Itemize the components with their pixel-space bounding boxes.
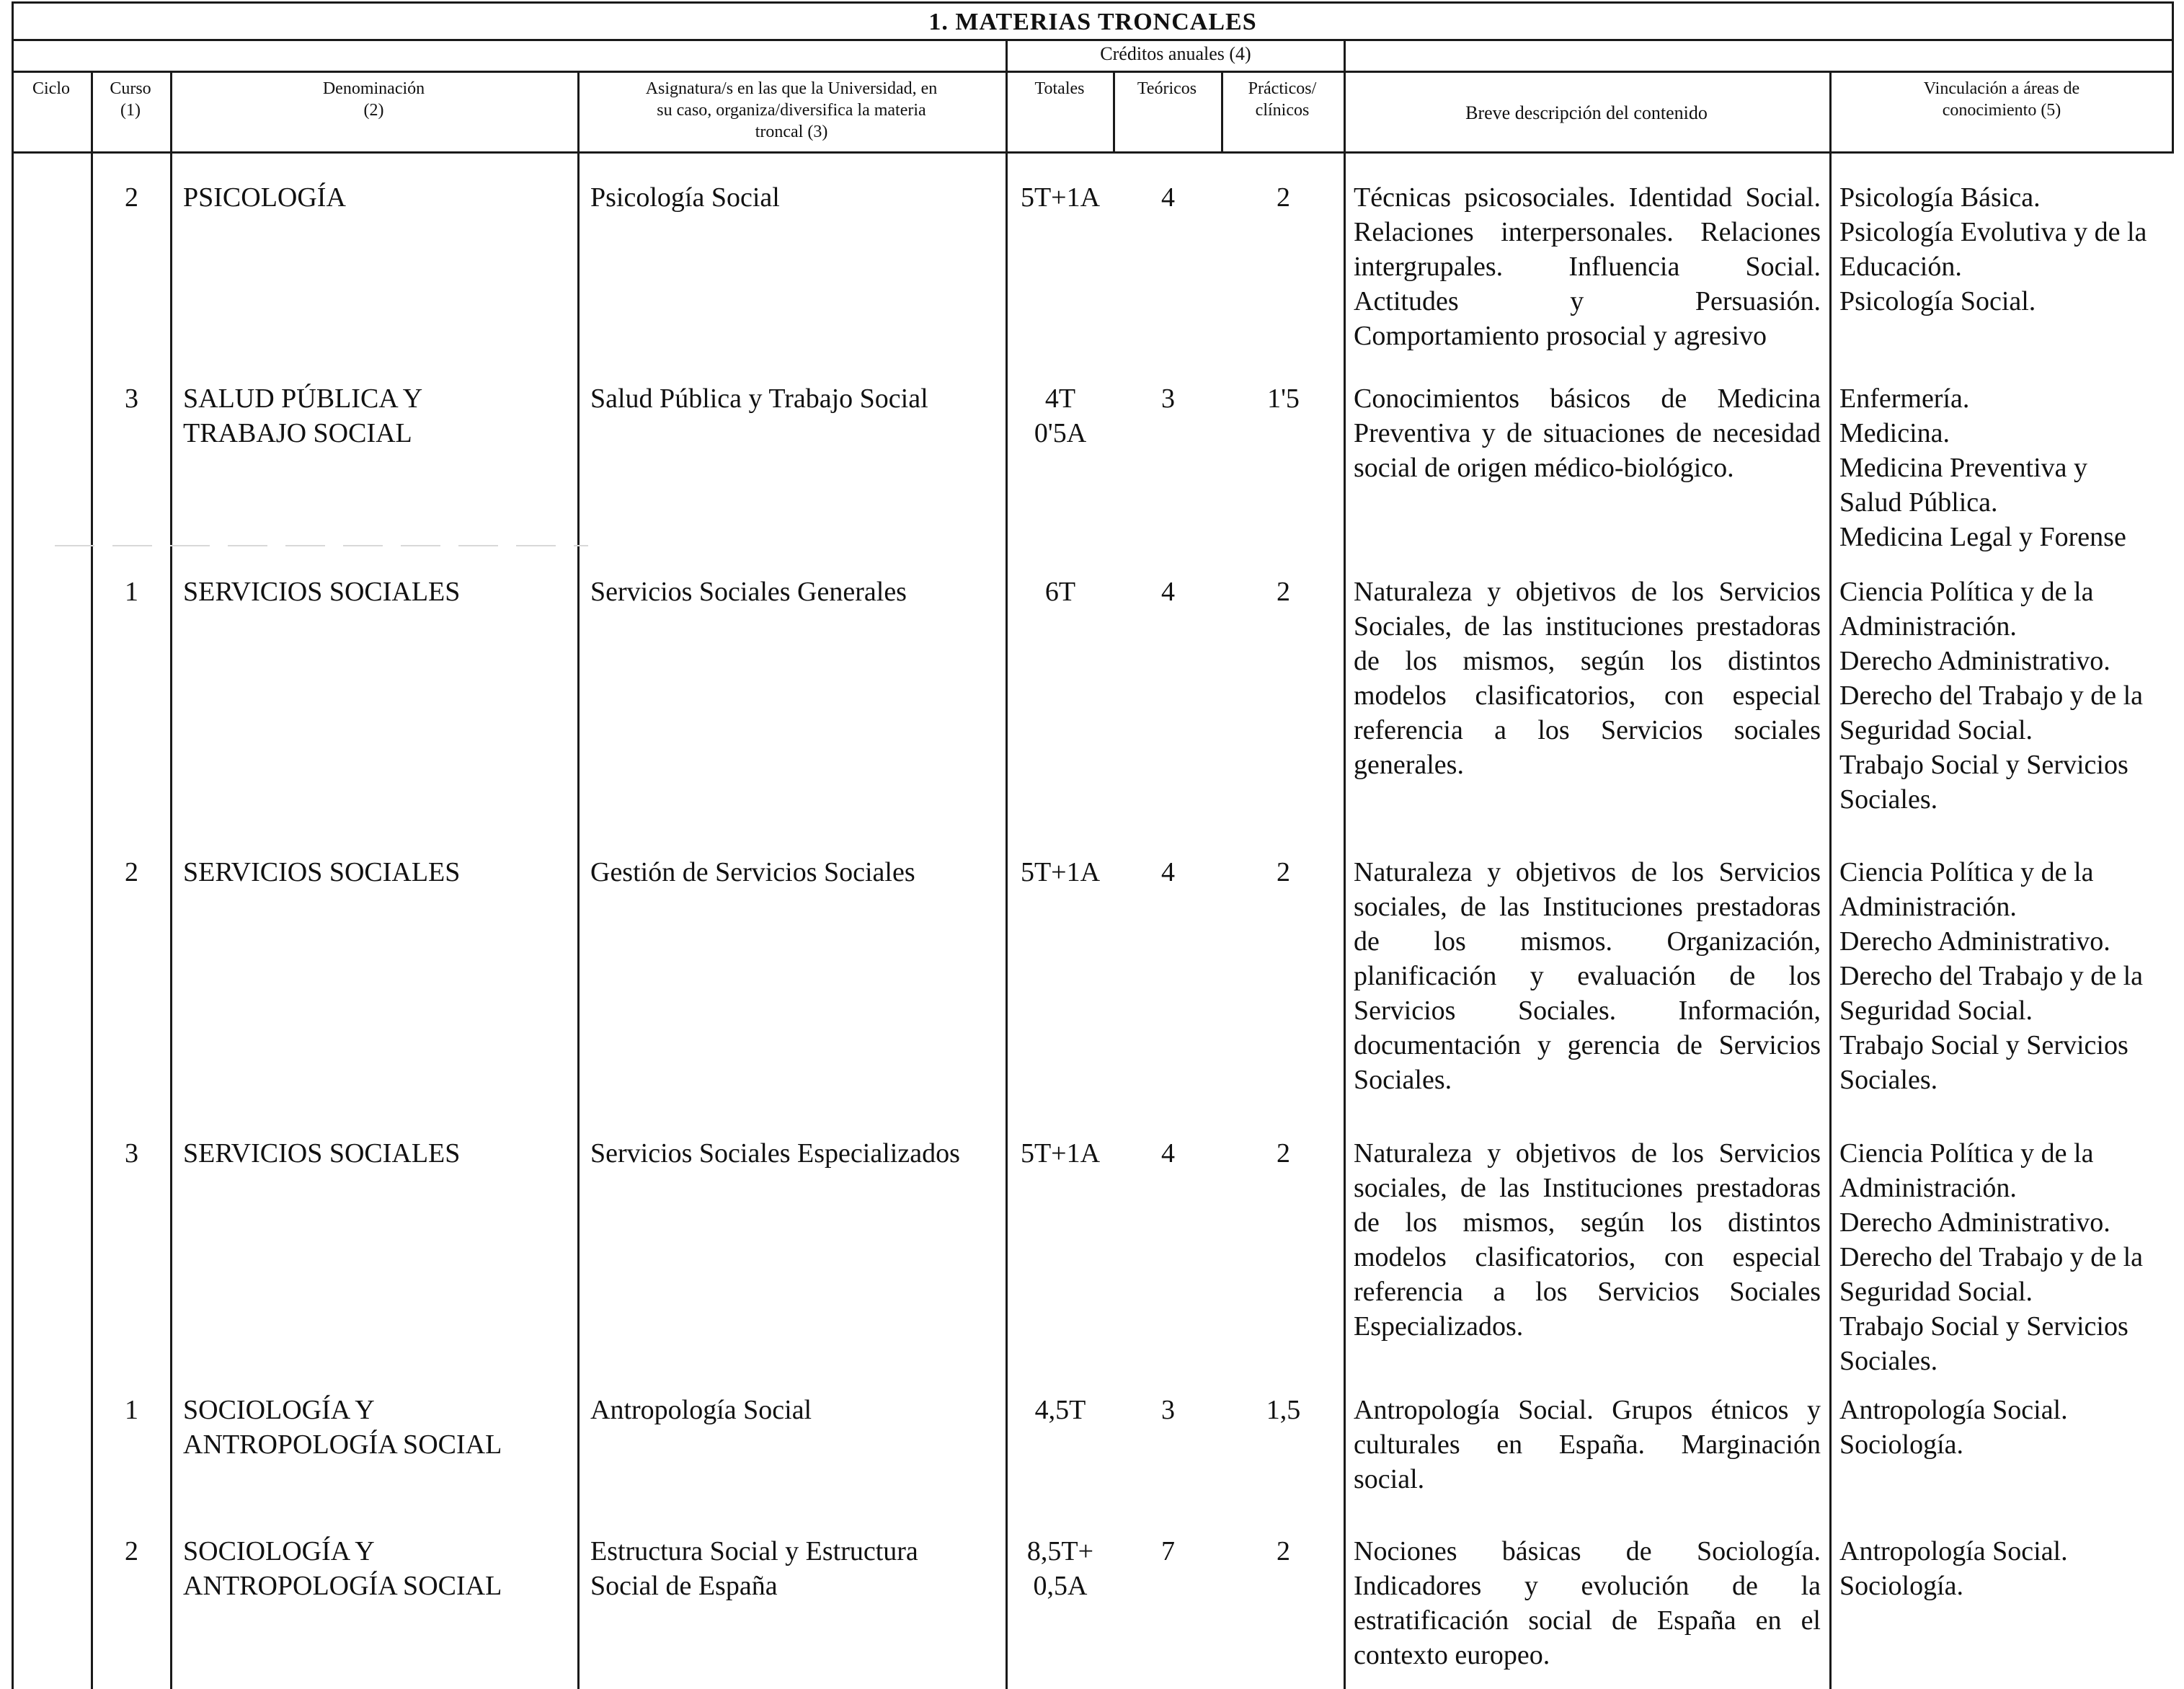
teoricos-cell: 4 [1161,857,1175,887]
header-descripcion: Breve descripción del contenido [1465,102,1708,123]
descripcion-cell: Técnicas psicosociales. Identidad Social. Relaciones interpersonales. Relaciones intergrupales. Influencia Social. Actitudes y Persuasión. Comportamiento prosocial y agresivo [1354,182,1821,351]
header-totales: Totales [1034,79,1085,98]
curso-cell: 3 [125,1138,138,1169]
practicos-cell: 2 [1277,577,1290,607]
denominacion-cell: SALUD PÚBLICA Y TRABAJO SOCIAL [183,384,423,448]
teoricos-cell: 3 [1161,384,1175,414]
descripcion-cell: Naturaleza y objetivos de los Servicios sociales, de las Instituciones prestadoras de los mismos. Organización, planificación y evaluación de los Servicios Sociales. Información, documentación y gerencia de Servicios Sociales. [1354,857,1821,1095]
totales-cell: 8,5T+ 0,5A [1026,1536,1094,1601]
rule-creditos-bottom [1006,71,1346,73]
asignatura-cell: Estructura Social y Estructura Social de España [590,1536,918,1601]
rule-top [12,1,2174,4]
header-vinculacion: Vinculación a áreas de conocimiento (5) [1923,79,2080,120]
table-title: 1. MATERIAS TRONCALES [928,9,1257,35]
descripcion-cell: Naturaleza y objetivos de los Servicios Sociales, de las instituciones prestadoras de los mismos, según los distintos modelos clasificatorios, con especial referencia a los Servicios sociales generales. [1354,577,1821,780]
rule-vinculacion [1829,71,1832,1689]
practicos-cell: 2 [1277,1138,1290,1169]
curso-cell: 1 [125,1395,138,1425]
vinculacion-cell: Antropología Social. Sociología. [1839,1536,2068,1601]
rule-asignatura [577,71,580,1689]
asignatura-cell: Psicología Social [590,182,780,213]
denominacion-cell: SERVICIOS SOCIALES [183,1138,461,1169]
header-teoricos: Teóricos [1137,79,1197,98]
practicos-cell: 1'5 [1267,384,1300,414]
curso-cell: 2 [125,857,138,887]
rule-columns-top [12,71,1008,73]
scan-artifact-line [55,545,588,546]
totales-cell: 4T 0'5A [1034,384,1087,448]
asignatura-cell: Servicios Sociales Especializados [590,1138,960,1169]
vinculacion-cell: Ciencia Política y de la Administración. Derecho Administrativo. Derecho del Trabajo y de la Seguridad Social. Trabajo Social y Servicios Sociales. [1839,1138,2144,1376]
teoricos-cell: 3 [1161,1395,1175,1425]
practicos-cell: 2 [1277,857,1290,887]
descripcion-cell: Antropología Social. Grupos étnicos y culturales en España. Marginación social. [1354,1395,1821,1494]
rule-descripcion [1344,39,1346,1689]
teoricos-cell: 4 [1161,577,1175,607]
teoricos-cell: 4 [1161,182,1175,213]
denominacion-cell: SERVICIOS SOCIALES [183,857,461,887]
denominacion-cell: SOCIOLOGÍA Y ANTROPOLOGÍA SOCIAL [183,1395,502,1460]
vinculacion-cell: Ciencia Política y de la Administración. Derecho Administrativo. Derecho del Trabajo y de la Seguridad Social. Trabajo Social y Servicios Sociales. [1839,857,2144,1095]
creditos-header: Créditos anuales (4) [1100,43,1251,64]
curso-cell: 2 [125,1536,138,1566]
practicos-cell: 1,5 [1266,1395,1301,1425]
teoricos-cell: 7 [1161,1536,1175,1566]
vinculacion-cell: Ciencia Política y de la Administración. Derecho Administrativo. Derecho del Trabajo y de la Seguridad Social. Trabajo Social y Servicios Sociales. [1839,577,2144,815]
rule-header-bottom [12,151,2174,154]
rule-left [12,1,14,1689]
rule-title-bottom [12,39,2174,41]
header-denominacion: Denominación (2) [322,79,425,120]
teoricos-cell: 4 [1161,1138,1175,1169]
vinculacion-cell: Antropología Social. Sociología. [1839,1395,2068,1460]
header-practicos: Prácticos/ clínicos [1248,79,1317,120]
totales-cell: 5T+1A [1020,182,1101,213]
vinculacion-cell: Psicología Básica. Psicología Evolutiva y de la Educación. Psicología Social. [1839,182,2147,316]
curso-cell: 3 [125,384,138,414]
practicos-cell: 2 [1277,1536,1290,1566]
rule-columns-top-right [1344,71,2174,73]
rule-denominacion [170,71,172,1689]
descripcion-cell: Naturaleza y objetivos de los Servicios sociales, de las Instituciones prestadoras de los mismos, según los distintos modelos clasificatorios, con especial referencia a los Servicios Sociales Especializados. [1354,1138,1821,1342]
totales-cell: 4,5T [1034,1395,1086,1425]
header-ciclo: Ciclo [32,79,70,98]
curso-cell: 2 [125,182,138,213]
denominacion-cell: SOCIOLOGÍA Y ANTROPOLOGÍA SOCIAL [183,1536,502,1601]
totales-cell: 5T+1A [1020,1138,1101,1169]
asignatura-cell: Servicios Sociales Generales [590,577,907,607]
denominacion-cell: PSICOLOGÍA [183,182,346,213]
descripcion-cell: Nociones básicas de Sociología. Indicadores y evolución de la estratificación social de España en el contexto europeo. [1354,1536,1821,1670]
totales-cell: 6T [1044,577,1076,607]
asignatura-cell: Salud Pública y Trabajo Social [590,384,928,414]
descripcion-cell: Conocimientos básicos de Medicina Preventiva y de situaciones de necesidad social de origen médico-biológico. [1354,384,1821,483]
asignatura-cell: Gestión de Servicios Sociales [590,857,915,887]
header-curso: Curso (1) [110,79,151,120]
curso-cell: 1 [125,577,138,607]
vinculacion-cell: Enfermería. Medicina. Medicina Preventiva y Salud Pública. Medicina Legal y Forense [1839,384,2126,552]
denominacion-cell: SERVICIOS SOCIALES [183,577,461,607]
asignatura-cell: Antropología Social [590,1395,812,1425]
header-asignatura: Asignatura/s en las que la Universidad, en su caso, organiza/diversifica la materia troncal (3) [645,79,938,141]
practicos-cell: 2 [1277,182,1290,213]
totales-cell: 5T+1A [1020,857,1101,887]
